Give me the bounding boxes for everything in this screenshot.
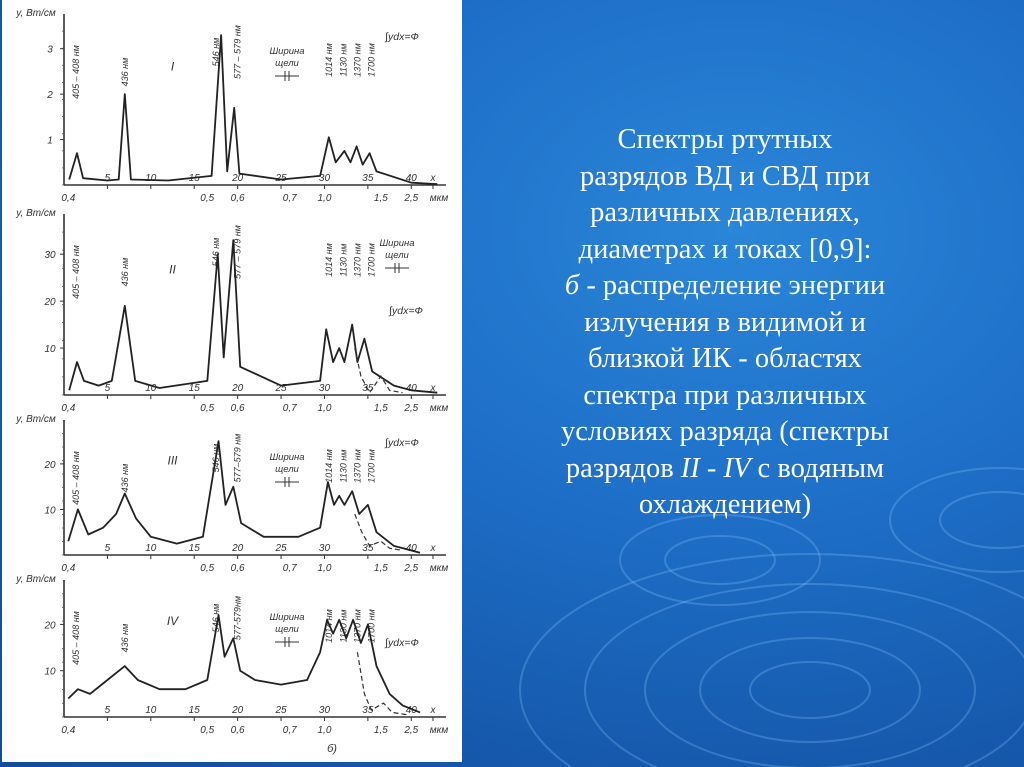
x-tick-label: 30 <box>318 383 331 394</box>
wavelength-tick-label: 1,5 <box>373 403 388 414</box>
spectral-line-label: 546 нм <box>210 603 221 633</box>
spectra-figure <box>2 0 462 762</box>
y-tick-label: 30 <box>44 250 56 262</box>
y-tick-label: 20 <box>44 459 56 471</box>
spectral-line-label: 405 – 408 нм <box>71 45 82 99</box>
wavelength-tick-label: 0,6 <box>230 403 245 414</box>
spectral-line-label: 1130 нм <box>338 449 349 483</box>
spectral-line-label: 1700 нм <box>366 243 377 277</box>
wavelength-tick-label: 1,5 <box>373 193 388 204</box>
caption-line: близкой ИК - областях <box>588 343 862 374</box>
spectral-line-label: 405 – 408 нм <box>71 451 82 505</box>
wavelength-tick-label: мкм <box>429 725 449 736</box>
slit-label: Ширина <box>269 452 305 463</box>
panel-numeral: II <box>169 262 176 277</box>
spectral-line-label: 577–579 нм <box>232 433 243 483</box>
panel-numeral: I <box>170 59 175 74</box>
slit-label: щели <box>275 58 299 69</box>
wavelength-tick-label: 1,0 <box>317 563 332 574</box>
caption-line: условиях разряда (спектры <box>560 416 890 447</box>
spectral-line-label: 1700 нм <box>366 43 377 77</box>
caption-line: разрядов ВД и СВД при <box>580 160 870 192</box>
x-tick-label: 25 <box>275 543 287 554</box>
x-tick-label: 35 <box>362 173 374 184</box>
x-tick-label: x <box>430 173 436 184</box>
spectral-line-label: 1370 нм <box>352 43 363 77</box>
y-tick-label: 1 <box>47 135 53 147</box>
integral-label: ∫ydx=Ф <box>389 305 423 317</box>
x-tick-label: 25 <box>275 705 287 716</box>
x-tick-label: 40 <box>405 543 417 554</box>
x-tick-label: 40 <box>405 383 417 394</box>
y-axis-label: y, Вт/см <box>16 574 56 585</box>
wavelength-tick-label: 0,4 <box>61 563 76 574</box>
wavelength-tick-label: 0,4 <box>61 193 76 204</box>
wavelength-tick-label: 1,5 <box>373 563 388 574</box>
spectral-line-label: 1370 нм <box>352 449 363 483</box>
y-tick-label: 10 <box>44 344 56 356</box>
y-axis-label: y, Вт/см <box>16 414 56 425</box>
spectral-line-label: 436 нм <box>119 463 130 493</box>
y-tick-label: 2 <box>47 90 53 102</box>
caption-line: б - распределение энергии <box>564 270 886 301</box>
x-tick-label: 15 <box>188 543 200 554</box>
caption-line: излучения в видимой и <box>584 306 866 338</box>
wavelength-tick-label: 2,5 <box>404 193 419 204</box>
x-tick-label: 40 <box>405 705 417 716</box>
caption-line: охлаждением) <box>638 489 812 520</box>
caption-text <box>505 122 945 524</box>
x-tick-label: 15 <box>188 705 200 716</box>
y-tick-label: 10 <box>44 666 56 678</box>
spectral-line-label: 405 – 408 нм <box>71 611 82 665</box>
caption-line: различных давлениях, <box>590 197 860 228</box>
integral-label: ∫ydx=Ф <box>385 437 419 449</box>
spectral-line-label: 577-579нм <box>232 595 243 641</box>
slit-label: щели <box>385 250 409 261</box>
spectral-line-label: 1014 нм <box>323 243 334 277</box>
slit-label: Ширина <box>269 46 305 57</box>
wavelength-tick-label: 1,0 <box>317 725 332 736</box>
wavelength-tick-label: 1,0 <box>317 403 332 414</box>
caption-italic-b: б <box>564 270 580 301</box>
spectral-line-label: 577 – 579 нм <box>232 225 243 279</box>
x-tick-label: 10 <box>145 383 157 394</box>
x-tick-label: 5 <box>104 383 111 394</box>
integral-label: ∫ydx=Ф <box>385 31 419 43</box>
spectral-line-label: 577 – 579 нм <box>232 25 243 79</box>
x-tick-label: 5 <box>104 705 111 716</box>
slit-label: Ширина <box>269 612 305 623</box>
slit-label: щели <box>275 624 299 635</box>
caption-line: разрядов II - IV с водяным <box>565 452 885 484</box>
wavelength-tick-label: 0,6 <box>230 725 245 736</box>
caption-italic-ii: II <box>680 452 700 484</box>
spectra-figure-svg <box>2 0 462 762</box>
wavelength-tick-label: 0,5 <box>200 563 215 574</box>
wavelength-tick-label: 0,5 <box>200 403 215 414</box>
panel-numeral: IV <box>166 614 179 629</box>
wavelength-tick-label: 2,5 <box>404 563 419 574</box>
spectral-line-label: 1700 нм <box>366 449 377 483</box>
caption-line: спектра при различных <box>583 379 867 411</box>
caption-line: диаметрах и токах [0,9]: <box>578 233 872 265</box>
y-tick-label: 3 <box>47 44 53 56</box>
x-tick-label: 30 <box>318 705 331 716</box>
y-tick-label: 20 <box>44 297 56 309</box>
x-tick-label: 5 <box>104 173 111 184</box>
wavelength-tick-label: 0,7 <box>282 725 297 736</box>
spectral-line-label: 405 – 408 нм <box>71 245 82 299</box>
spectral-line-label: 1700 нм <box>366 609 377 643</box>
x-tick-label: 10 <box>145 543 157 554</box>
wavelength-tick-label: 0,5 <box>200 725 215 736</box>
figure-sublabel: б) <box>327 743 337 755</box>
wavelength-tick-label: мкм <box>429 403 449 414</box>
x-tick-label: 15 <box>188 383 200 394</box>
spectral-line-label: 1014 нм <box>323 43 334 77</box>
wavelength-tick-label: 0,6 <box>230 563 245 574</box>
x-tick-label: 5 <box>104 543 111 554</box>
x-tick-label: 30 <box>318 543 331 554</box>
wavelength-tick-label: 1,0 <box>317 193 332 204</box>
wavelength-tick-label: 0,7 <box>282 193 297 204</box>
wavelength-tick-label: 2,5 <box>404 403 419 414</box>
x-tick-label: 20 <box>232 173 244 184</box>
spectrum-curve <box>69 35 437 184</box>
wavelength-tick-label: 0,6 <box>230 193 245 204</box>
spectral-line-label: 1130 нм <box>338 609 349 643</box>
wavelength-tick-label: 2,5 <box>404 725 419 736</box>
wavelength-tick-label: 0,7 <box>282 403 297 414</box>
x-tick-label: 20 <box>232 383 244 394</box>
spectral-line-label: 436 нм <box>119 257 130 287</box>
x-tick-label: 40 <box>405 173 417 184</box>
wavelength-tick-label: 0,7 <box>282 563 297 574</box>
x-tick-label: 30 <box>318 173 331 184</box>
wavelength-tick-label: мкм <box>429 193 449 204</box>
panel-numeral: III <box>167 453 178 468</box>
wavelength-tick-label: мкм <box>429 563 449 574</box>
y-tick-label: 10 <box>44 505 56 517</box>
slit-label: Ширина <box>379 238 415 249</box>
wavelength-tick-label: 0,5 <box>200 193 215 204</box>
spectral-line-label: 546 нм <box>210 237 221 267</box>
spectral-line-label: 1130 нм <box>338 243 349 277</box>
x-tick-label: 10 <box>145 705 157 716</box>
x-tick-label: 25 <box>275 173 287 184</box>
spectral-line-label: 1370 нм <box>352 609 363 643</box>
x-tick-label: x <box>430 543 436 554</box>
spectral-line-label: 436 нм <box>119 57 130 87</box>
spectral-line-label: 1014 нм <box>323 609 334 643</box>
x-tick-label: 35 <box>362 705 374 716</box>
x-tick-label: x <box>430 383 436 394</box>
spectral-line-label: 1370 нм <box>352 243 363 277</box>
x-tick-label: 25 <box>275 383 287 394</box>
wavelength-tick-label: 0,4 <box>61 725 76 736</box>
spectral-line-label: 1130 нм <box>338 43 349 77</box>
spectral-line-label: 546 нм <box>210 37 221 67</box>
x-tick-label: 15 <box>188 173 200 184</box>
x-tick-label: 20 <box>232 705 244 716</box>
caption-line: Спектры ртутных <box>617 124 833 155</box>
x-tick-label: x <box>430 705 436 716</box>
y-tick-label: 20 <box>44 620 56 632</box>
wavelength-tick-label: 1,5 <box>373 725 388 736</box>
wavelength-tick-label: 0,4 <box>61 403 76 414</box>
spectral-line-label: 546 нм <box>210 443 221 473</box>
y-axis-label: y, Вт/см <box>16 8 56 19</box>
spectral-line-label: 436 нм <box>119 623 130 653</box>
x-tick-label: 20 <box>232 543 244 554</box>
y-axis-label: y, Вт/см <box>16 208 56 219</box>
spectral-line-label: 1014 нм <box>323 449 334 483</box>
x-tick-label: 10 <box>145 173 157 184</box>
caption-italic-iv: IV <box>723 452 751 484</box>
slit-label: щели <box>275 464 299 475</box>
x-tick-label: 35 <box>362 383 374 394</box>
x-tick-label: 35 <box>362 543 374 554</box>
integral-label: ∫ydx=Ф <box>385 637 419 649</box>
